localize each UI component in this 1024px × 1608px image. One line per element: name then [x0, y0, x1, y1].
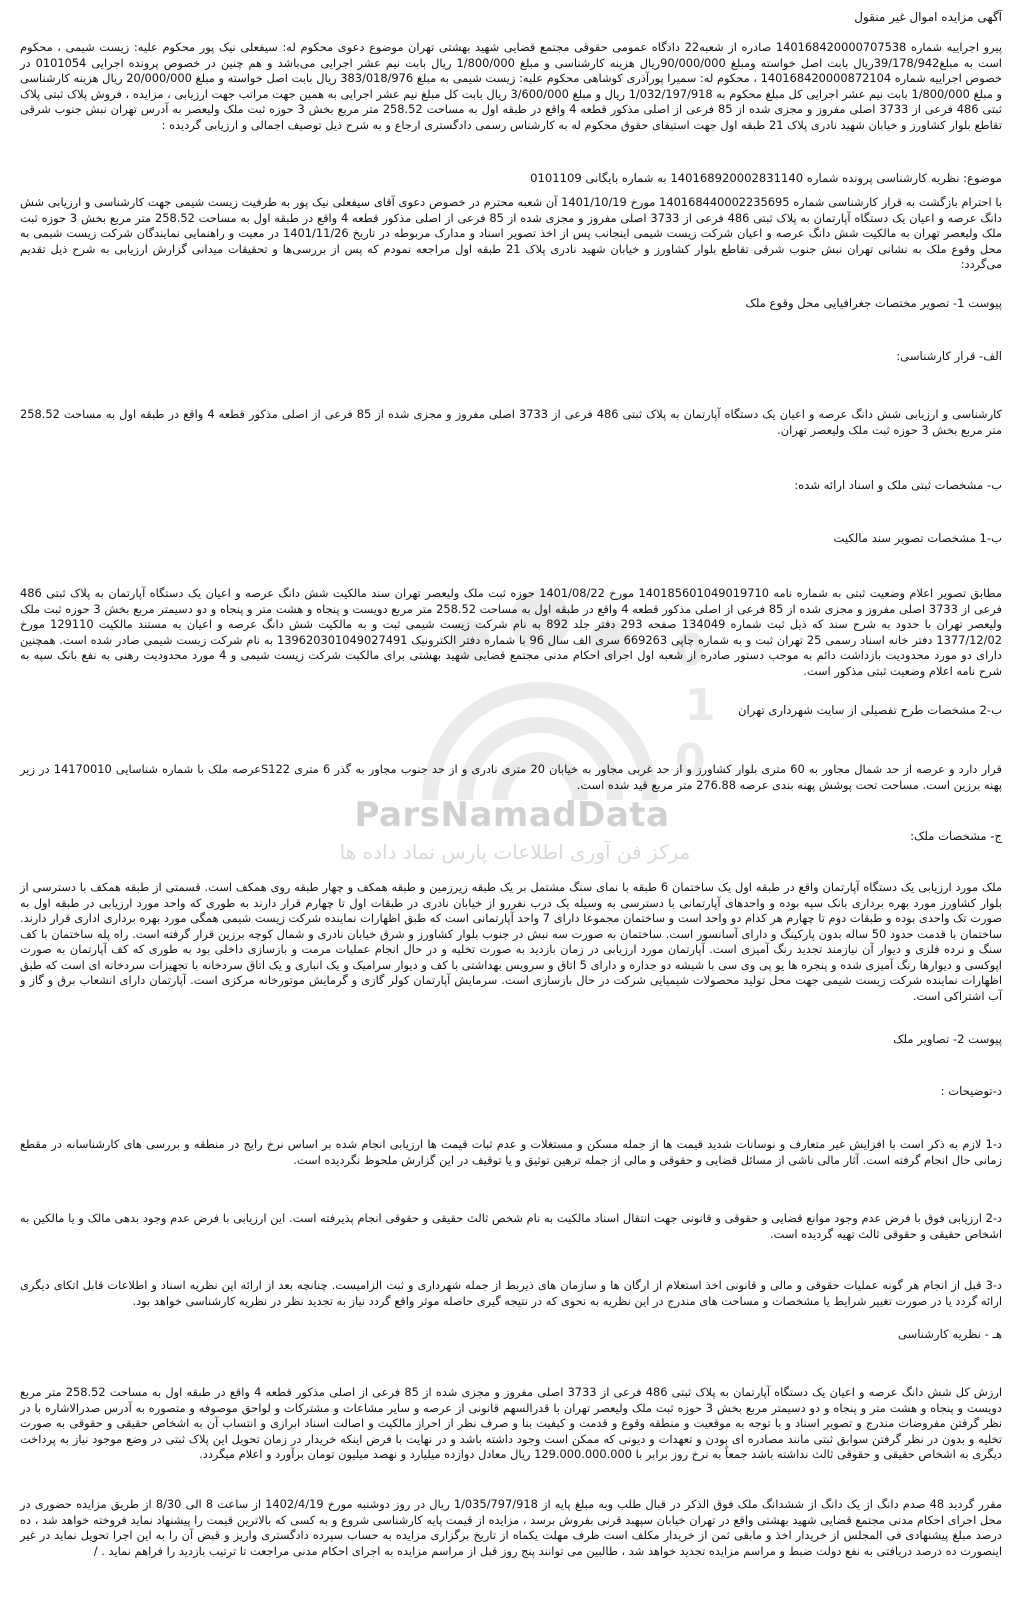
- section-jim-heading: ج- مشخصات ملک:: [910, 829, 1002, 843]
- subject-line: موضوع: نظریه کارشناسی پرونده شماره 140168920002831140 به شماره بایگانی 0101109: [530, 171, 1002, 185]
- svg-text:1: 1: [685, 680, 716, 731]
- attachment-1-title: پیوست 1- تصویر مختصات جغرافیایی محل وقوع ملک: [745, 296, 1002, 310]
- watermark-subtitle: مرکز فن آوری اطلاعات پارس نماد داده ها: [339, 840, 691, 864]
- section-be2-body: قرار دارد و عرصه از حد شمال مجاور به 60 متری بلوار کشاورز و از حد غربی مجاور به خیابان 20 متری نادری و از حد جنوب مجاور به گذر 6 متری S122عرصه ملک با شماره شناسایی 14170010 در زیر پهنه برزین است. مساحت تحت پوشش پهنه بندی عرصه 276.88 متر مربع قید شده است.: [20, 762, 1002, 792]
- section-dal2-body: د-2 ارزیابی فوق با فرض عدم وجود موانع قضایی و حقوقی و قانونی جهت انتقال اسناد مالکیت به نام شخص ثالث حقیقی و حقوقی انجام پذیرفته است. این ارزیابی با فرض عدم وجود بدهی مالک و یا مالکین به اشخاص حقیقی و حقوقی ثالث تهیه گردیده است.: [20, 1211, 1002, 1241]
- intro-paragraph: پیرو اجراییه شماره 140168420000707538 صادره از شعبه22 دادگاه عمومی حقوقی مجتمع قضایی شهید بهشتی تهران موضوع دعوی محکوم له: سیفعلی نیک پور محکوم علیه: زیست شیمی ، محکوم است به مبلغ39/178/942ریال بابت اصل خواسته ومبلغ 90/000/000ریال هزینه کارشناسی و مبلغ 1/800/000 ریال بابت نیم عشر اجرایی می‌باشد و هم چنین در خصوص پرونده اجرایی 0101054 در خصوص اجراییه شماره 140168420000872104 ، محکوم له: سمیرا پورآذری کوشاهی محکوم علیه: زیست شیمی به مبلغ 383/018/976 ریال بابت اصل خواسته و مبلغ 20/000/000 ریال هزینه کارشناسی و مبلغ 1/800/000 بابت نیم عشر اجرایی کل مبلغ محکوم به 1/032/197/918 ریال و مبلغ 3/600/000 ریال بابت کل مبلغ نیم عشر اجرایی به همین جهت مراتب جهت ارزیابی ، مزایده ، فروش پلاک ثبتی پلاک ثبتی 486 فرعی از 3733 اصلی مفروز و مجزی شده از 85 فرعی از اصلی مذکور قطعه 4 واقع در طبقه اول به مساحت 258.52 متر مربع بخش 3 حوزه ثبت ملک ولیعصر به آدرس تهران نبش جنوب شرقی تقاطع بلوار کشاورز و خیابان شهید نادری پلاک 21 طبقه اول جهت استیفای حقوق محکوم له به کارشناس رسمی دادگستری ارجاع و به شرح ذیل توصیف اجمالی و ارزیابی گردیده :: [20, 40, 1002, 132]
- respect-paragraph: با احترام بازگشت به قرار کارشناسی شماره 140168440002235695 مورخ 1401/10/19 آن شعبه محترم در خصوص دعوی آقای سیفعلی نیک پور به طرفیت زیست شیمی جهت کارشناسی و ارزیابی شش دانگ عرصه و اعیان یک دستگاه آپارتمان به پلاک ثبتی 486 فرعی از 3733 اصلی مفروز و مجزی شده از 85 فرعی از اصلی مذکور قطعه 4 واقع در طبقه اول به مساحت 258.52 متر مربع بخش 3 حوزه ثبت ملک ولیعصر تهران به مالکیت شش دانگ عرصه و اعیان شرکت زیست شیمی اینجانب پس از اخذ تصویر اسناد و مدارک مربوطه در تاریخ 1401/11/26 در معیت و راهنمایی نمایندگان شرکت زیست شیمی به محل وقوع ملک به نشانی تهران نبش جنوب شرقی تقاطع بلوار کشاورز و خیابان شهید نادری پلاک 21 طبقه اول مراجعه نمودم که پس از بررسی‌ها و تحقیقات میدانی گزارش ارزیابی به شرح ذیل تقدیم می‌گردد:: [20, 195, 1002, 271]
- section-he-heading: هـ - نظریه کارشناسی: [897, 1327, 1002, 1341]
- section-alef-body: کارشناسی و ارزیابی شش دانگ عرصه و اعیان یک دستگاه آپارتمان به پلاک ثبتی 486 فرعی از 3733 اصلی مفروز و مجزی شده از 85 فرعی از اصلی مذکور قطعه 4 واقع در طبقه اول به مساحت 258.52 متر مربع بخش 3 حوزه ثبت ملک ولیعصر تهران.: [20, 407, 1002, 437]
- page-title: آگهی مزایده اموال غیر منقول: [854, 10, 1002, 24]
- section-be-heading: ب- مشخصات ثبتی ملک و اسناد ارائه شده:: [794, 478, 1002, 492]
- svg-text:0: 0: [675, 735, 706, 786]
- section-he-body: ارزش کل شش دانگ عرصه و اعیان یک دستگاه آپارتمان به پلاک ثبتی 486 فرعی از 3733 اصلی مفروز و مجزی شده از 85 فرعی از اصلی مذکور قطعه 4 واقع در طبقه اول به مساحت 258.52 متر مربع دویست و پنجاه و هشت متر و پنجاه و دو دسیمتر مربع بخش 3 حوزه ثبت ملک ولیعصر تهران با قدرالسهم قانونی از عرصه و سایر مشاعات و مشترکات و لواحق موصوفه و متصوره به آدرس صدرالاشاره با در نظر گرفتن مفروضات مندرج و تصویر اسناد و با توجه به موقعیت و منطقه وقوع و قدمت و کیفیت بنا و صرف نظر از احراز مالکیت و اصالت اسناد ابرازی و انتساب آن به اشخاص حقیقی و حقوقی به صورت تخلیه و بدون در نظر گرفتن سوابق ثبتی مانند مصادره ای بودن و تعهدات و دیونی که ممکن است وجود داشته باشد و در نهایت با فرض اینکه خریدار در زمان تحویل این پلاک ثبتی در وضع موجود نیاز به پرداخت دیگری به اشخاص حقیقی و حقوقی ثالث نداشته باشد جمعاً به نرخ روز برابر با 129.000.000.000 ریال معادل دوازده میلیارد و نهصد میلیون تومان برآورد و اعلام میگردد.: [20, 1385, 1003, 1461]
- section-alef-heading: الف- قرار کارشناسی:: [896, 349, 1002, 363]
- section-jim-body: ملک مورد ارزیابی یک دستگاه آپارتمان واقع در طبقه اول یک ساختمان 6 طبقه با نمای سنگ مشتمل بر یک طبقه زیرزمین و طبقه همکف و چهار طبقه روی همکف است. قسمتی از طبقه همکف با دسترسی از بلوار کشاورز مورد بهره برداری بانک سپه بوده و واحدهای آپارتمانی با دسترسی به وسیله یک درب نفررو از خیابان نادری در طبقات اول تا چهارم قرار دارند به طوری که واحد مورد ارزیابی در طبقه اول به صورت تک واحدی بوده و طبقات دوم تا چهارم هر کدام دو واحد است و ساختمان مجموعا دارای 7 واحد آپارتمانی است که طبق اظهارات نماینده شرکت زیست شیمی همگی مورد بهره برداری اداری قرار دارند. ساختمان با قدمت حدود 50 ساله بدون پارکینگ و دارای آسانسور است. ساختمان به صورت سه نبش در جنوب بلوار کشاورز و شرق خیابان نادری و شمال کوچه برزین قرار گرفته است. راه پله ساختمان با کف سنگ و نرده فلزی و دیوار آن نیازمند تجدید رنگ آمیزی است. آپارتمان مورد ارزیابی در زمان بازدید به صورت تخلیه و در حال انجام عملیات مرمت و بازسازی داخلی بود به طوری که کف آپارتمان به صورت اپوکسی و دیوارها رنگ آمیزی شده و پنجره ها یو پی وی سی با شیشه دو جداره و دارای 5 اتاق و سرویس بهداشتی با کف و دیوار سرامیک و یک انباری و یک اتاق سردخانه با تجهیزات سردخانه ای است که طبق اظهارات نماینده شرکت زیست شیمی جهت محل تولید محصولات شیمیایی شرکت در حال بازسازی است. سرمایش آپارتمان کولر گازی و گرمایش موتورخانه مرکزی است. آپارتمان دارای انشعاب برق و گاز و آب اشتراکی است.: [20, 880, 1002, 1003]
- section-dal-heading: د-توضیحات :: [940, 1084, 1002, 1098]
- section-dal3-body: د-3 قبل از انجام هر گونه عملیات حقوقی و مالی و قانونی اخذ استعلام از ارگان ها و سازمان های ذیربط از جمله شهرداری و ثبت الزامیست. چنانچه بعد از ارائه این نظریه اسناد و اطلاعات قابل اتکای دیگری ارائه گردد یا در صورت تغییر شرایط یا مشخصات و مساحت های مندرج در این نظریه به نحوی که در نتیجه گیری حاصله موثر واقع گردد نیاز به تجدید نظر در نظریه کارشناسی خواهد بود.: [20, 1278, 1002, 1308]
- section-be2-heading: ب-2 مشخصات طرح تفصیلی از سایت شهرداری تهران: [738, 703, 1002, 717]
- section-be1-body: مطابق تصویر اعلام وضعیت ثبتی به شماره نامه 140185601049019710 مورخ 1401/08/22 حوزه ثبت ملک ولیعصر تهران سند مالکیت شش دانگ عرصه و اعیان یک دستگاه آپارتمان به پلاک ثبتی 486 فرعی از 3733 اصلی مفروز و مجزی شده از 85 فرعی از اصلی مذکور قطعه 4 واقع در طبقه اول به مساحت 258.52 متر مربع دویست و پنجاه و هشت متر و پنجاه و دو دسیمتر مربع بخش 3 حوزه ثبت ملک ولیعصر تهران با حدود به شرح سند که ذیل ثبت شماره 134049 صفحه 293 دفتر جلد 892 به نام شرکت زیست شیمی ثبت و به مالکیت شش دانگ عرصه و اعیان به مستند مالکیت 129110 مورخ 1377/12/02 دفتر خانه اسناد رسمی 25 تهران ثبت و به شماره چاپی 669263 سری الف سال 96 با شماره دفتر الکترونیک 139620301049027491 به نام شرکت زیست شیمی صادر شده است. همچنین دارای دو مورد محدودیت بازداشت دائم به موجب دستور صادره از شعبه اول اجرای احکام مدنی مجتمع قضایی شهید بهشتی برای مالکیت شرکت زیست شیمی و 4 مورد محدودیت رهنی به نفع بانک سپه به شرح نامه اعلام وضعیت ثبتی مذکور است.: [20, 586, 1003, 678]
- svg-text:0: 0: [675, 625, 706, 676]
- section-dal1-body: د-1 لازم به ذکر است با افزایش غیر متعارف و نوسانات شدید قیمت ها از جمله مسکن و مستغلات و عدم ثبات قیمت ها ارزیابی انجام شده بر اساس نرخ رایج در منطقه و بررسی های کارشناسانه در مقطع زمانی حال انجام گرفته است. آثار مالی ناشی از مسائل قضایی و حقوقی و مالی از جمله ترهین توثیق و یا توقیف در این گزارش ملحوظ نگردیده است.: [20, 1137, 1002, 1167]
- closing-paragraph: مقرر گردید 48 صدم دانگ از یک دانگ از ششدانگ ملک فوق الذکر در قبال طلب وبه مبلغ پایه از 1/035/797/918 ریال در روز دوشنبه مورخ 1402/4/19 از ساعت 8 الی 8/30 از طریق مزایده حضوری در محل اجرای احکام مدنی مجتمع قضایی شهید بهشتی واقع در تهران خیابان سپهبد قرنی بفروش برسد ، مزایده از قیمت پایه کارشناسی شروع و به کسی که بالاترین قیمت را پیشنهاد نماید فروخته خواهد شد ، ده درصد مبلغ پیشنهادی فی المجلس از خریدار اخذ و مابقی ثمن از خریدار مکلف است ظرف مهلت یکماه از تاریخ برگزاری مزایده به حساب سپرده دادگستری واریز و قبض آن را به این اجرا تحویل نماید در غیر اینصورت ده درصد دریافتی به نفع دولت ضبط و مراسم مزایده تجدید خواهد شد ، طالبین می توانند پنج روز قبل از مراسم مزایده به اجرای احکام مدنی مراجعت تا ترتیب بازدید را فراهم نماید . /: [20, 1497, 1002, 1558]
- attachment-2-title: پیوست 2- تصاویر ملک: [893, 1032, 1002, 1046]
- watermark-brand: ParsNamadData: [354, 795, 670, 835]
- section-be1-heading: ب-1 مشخصات تصویر سند مالکیت: [833, 531, 1002, 545]
